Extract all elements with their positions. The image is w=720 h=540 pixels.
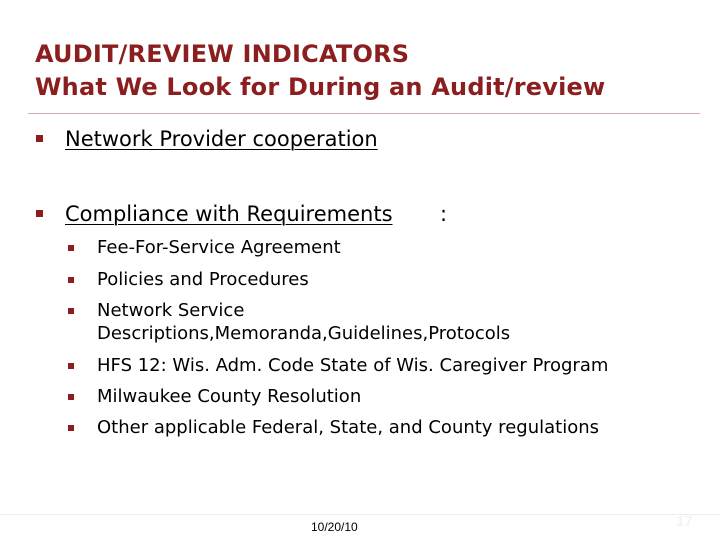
page-number: 17: [676, 513, 693, 530]
title-line-1: AUDIT/REVIEW INDICATORS: [35, 40, 410, 68]
sub-bullet-text: Other applicable Federal, State, and County regulations: [97, 417, 599, 438]
sub-bullet-text: Policies and Procedures: [97, 269, 309, 290]
bullet-suffix: :: [440, 202, 448, 226]
footer-divider: [0, 514, 720, 515]
square-bullet-icon: [68, 308, 74, 314]
sub-bullet-text: HFS 12: Wis. Adm. Code State of Wis. Caregiver Program: [97, 355, 609, 376]
square-bullet-icon: [68, 363, 74, 369]
square-bullet-icon: [36, 135, 43, 142]
bullet-text: [65, 202, 393, 226]
sub-bullet-text: Milwaukee County Resolution: [97, 386, 362, 407]
sub-bullet-text-line-1: Network Service: [97, 300, 245, 321]
title-divider: [28, 113, 700, 114]
square-bullet-icon: [68, 425, 74, 431]
square-bullet-icon: [68, 245, 74, 251]
footer-date: 10/20/10: [311, 520, 358, 534]
sub-bullet-text-line-2: Descriptions,Memoranda,Guidelines,Protocols: [97, 323, 511, 344]
slide-title: [35, 38, 605, 104]
square-bullet-icon: [68, 394, 74, 400]
sub-bullet-text: Fee-For-Service Agreement: [97, 237, 341, 258]
square-bullet-icon: [68, 277, 74, 283]
square-bullet-icon: [36, 210, 43, 217]
bullet-text-main: Compliance with Requirements: [65, 202, 393, 226]
bullet-text: Network Provider cooperation: [65, 127, 378, 151]
title-line-2: What We Look for During an Audit/review: [35, 73, 606, 101]
